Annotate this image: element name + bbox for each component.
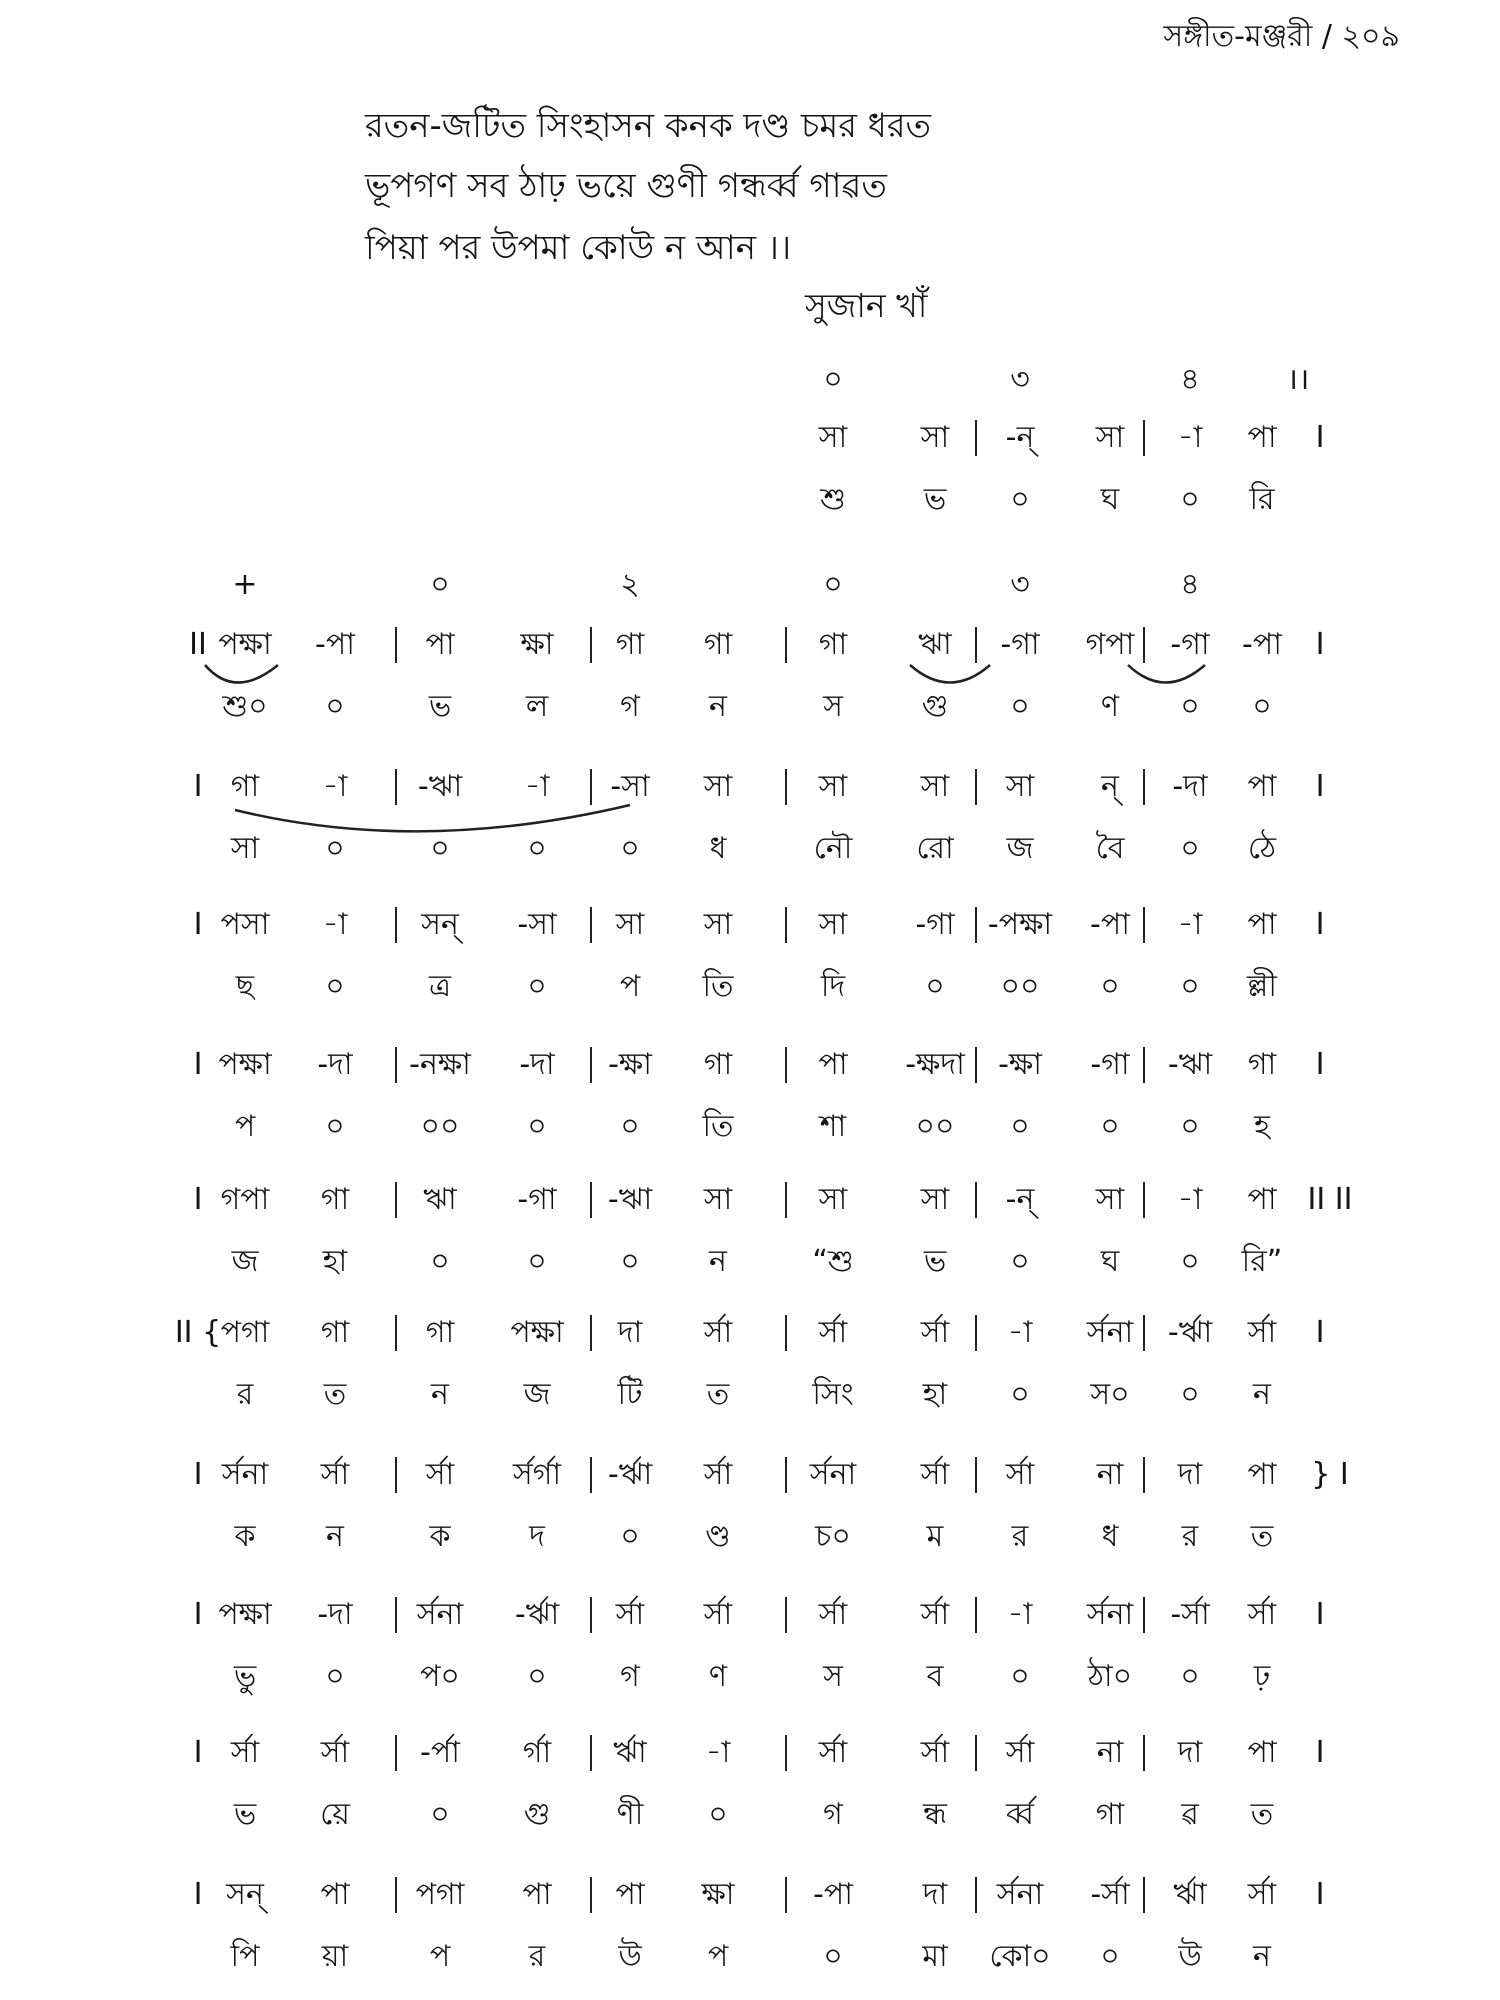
bani-syllable: ত	[323, 1377, 347, 1412]
bani-syllable: ত	[706, 1377, 730, 1412]
swara-note: র্সা	[320, 1735, 350, 1770]
swara-note: দা	[1177, 1457, 1203, 1492]
intro-swara-note: -ন্	[1005, 420, 1035, 455]
swara-note: র্সনা	[416, 1597, 464, 1632]
swara-note: র্সা	[703, 1597, 733, 1632]
bani-syllable: ০	[1180, 1244, 1200, 1279]
swara-note: র্ঋা	[613, 1735, 647, 1770]
bani-syllable: জ	[231, 1244, 259, 1279]
bani-syllable: দি	[820, 969, 846, 1004]
swara-note: সন্	[226, 1877, 264, 1912]
swara-note: দা	[617, 1315, 643, 1350]
bani-syllable: ০	[1100, 1939, 1120, 1974]
bani-syllable: ০	[1010, 1659, 1030, 1694]
swara-note: -র্ঋা	[1167, 1315, 1213, 1350]
lyric-line-1: রতন-জটিত সিংহাসন কনক দণ্ড চমর ধরত	[365, 106, 932, 146]
swara-note: পক্ষা	[218, 1597, 272, 1632]
swara-note: পা	[818, 1047, 848, 1082]
swara-note: -পা	[1090, 907, 1130, 942]
bani-syllable: শু০	[222, 689, 268, 724]
bani-syllable: গ	[620, 1659, 640, 1694]
bani-syllable: প	[234, 1109, 256, 1144]
bani-syllable: স০	[1090, 1377, 1130, 1412]
bani-syllable: ০	[1180, 969, 1200, 1004]
swara-note: র্সা	[818, 1315, 848, 1350]
row-end-marker: I	[1315, 1735, 1325, 1770]
swara-note: -া	[524, 769, 550, 804]
bani-syllable: ০	[1180, 1377, 1200, 1412]
swara-note: -ক্ষা	[998, 1047, 1042, 1082]
intro-bani-syllable: শু	[820, 482, 846, 517]
bani-syllable: শা	[819, 1109, 847, 1144]
swara-note: -গা	[1170, 627, 1210, 662]
bani-syllable: তি	[702, 1109, 734, 1144]
row-end-marker: II II	[1307, 1182, 1353, 1217]
bani-syllable: ণ	[708, 1659, 728, 1694]
intro-bani-syllable: ঘ	[1100, 482, 1120, 517]
swara-note: -সা	[610, 769, 650, 804]
bani-syllable: ত	[1250, 1519, 1274, 1554]
swara-note: র্সা	[920, 1315, 950, 1350]
composer-name: সুজান খাঁ	[805, 286, 928, 325]
bani-syllable: ০	[620, 831, 640, 866]
swara-note: -দা	[519, 1047, 555, 1082]
swara-note: -গা	[915, 907, 955, 942]
bani-syllable: ন	[1253, 1939, 1271, 1974]
bani-syllable: র	[236, 1377, 254, 1412]
bani-syllable: “শু	[812, 1244, 854, 1279]
bani-syllable: ম	[926, 1519, 944, 1554]
row-start-marker: I	[193, 1735, 203, 1770]
bani-syllable: র	[1011, 1519, 1029, 1554]
bani-syllable: হ	[1254, 1109, 1270, 1144]
bani-syllable: ০	[1010, 1377, 1030, 1412]
row-end-marker: I	[1315, 627, 1325, 662]
row-start-marker: I	[193, 1877, 203, 1912]
bani-syllable: জ	[523, 1377, 551, 1412]
bani-syllable: য়া	[321, 1939, 349, 1974]
swara-note: ক্ষা	[520, 627, 554, 662]
bani-syllable: গ	[620, 689, 640, 724]
row-end-marker: I	[1315, 1315, 1325, 1350]
bani-syllable: ণী	[616, 1797, 644, 1832]
tala-beat-mark: ০	[430, 567, 450, 602]
swara-note: -া	[1007, 1597, 1033, 1632]
intro-bani-syllable: ০	[1010, 482, 1030, 517]
swara-note: র্সনা	[1086, 1597, 1134, 1632]
swara-note: -পা	[315, 627, 355, 662]
bani-syllable: ন	[709, 1244, 727, 1279]
bani-syllable: য়ে	[320, 1797, 350, 1832]
bani-syllable: ০	[1252, 689, 1272, 724]
bani-syllable: গা	[1095, 1797, 1125, 1832]
swara-note: -ঋা	[1167, 1047, 1213, 1082]
intro-beat-mark: ৪	[1180, 362, 1200, 397]
bani-syllable: ০	[1180, 1109, 1200, 1144]
tala-beat-mark: ৪	[1180, 567, 1200, 602]
slur-1	[205, 665, 278, 683]
swara-note: র্সনা	[1086, 1315, 1134, 1350]
swara-note: পা	[1247, 1182, 1277, 1217]
bani-syllable: ০	[620, 1109, 640, 1144]
bani-syllable: ০	[325, 969, 345, 1004]
swara-note: পা	[1247, 907, 1277, 942]
bani-syllable: দ	[529, 1519, 545, 1554]
swara-note: সা	[703, 1182, 733, 1217]
swara-note: সা	[920, 1182, 950, 1217]
bani-syllable: নৌ	[813, 831, 853, 866]
swara-note: পগা	[415, 1877, 465, 1912]
swara-note: গপা	[220, 1182, 270, 1217]
swara-note: র্সা	[615, 1597, 645, 1632]
swara-note: -দা	[1172, 769, 1208, 804]
swara-note: পা	[522, 1877, 552, 1912]
bani-syllable: ভ	[923, 1244, 947, 1279]
bani-syllable: চ০	[815, 1519, 851, 1554]
swara-note: গা	[320, 1182, 350, 1217]
bani-syllable: ০	[925, 969, 945, 1004]
swara-note: পক্ষা	[218, 1047, 272, 1082]
bani-syllable: ঠে	[1247, 831, 1277, 866]
bani-syllable: র	[1181, 1519, 1199, 1554]
swara-note: -র্সা	[1170, 1597, 1210, 1632]
bani-syllable: ক	[429, 1519, 451, 1554]
row-end-marker: I	[1315, 1047, 1325, 1082]
swara-note: গা	[425, 1315, 455, 1350]
swara-note: -া	[1007, 1315, 1033, 1350]
bani-syllable: পি	[230, 1939, 260, 1974]
bani-syllable: প	[707, 1939, 729, 1974]
swara-note: র্সা	[425, 1457, 455, 1492]
bani-syllable: মা	[922, 1939, 948, 1974]
bani-syllable: ক	[234, 1519, 256, 1554]
swara-note: র্সা	[703, 1315, 733, 1350]
bani-syllable: সা	[230, 831, 260, 866]
intro-beat-mark: ০	[823, 362, 843, 397]
swara-note: গা	[703, 627, 733, 662]
swara-note: -ক্ষদা	[905, 1047, 965, 1082]
swara-note: গা	[818, 627, 848, 662]
intro-bani-syllable: ভ	[923, 482, 947, 517]
swara-note: -দা	[317, 1047, 353, 1082]
bani-syllable: ঘ	[1100, 1244, 1120, 1279]
intro-swara-note: সা	[1095, 420, 1125, 455]
swara-note: -ক্ষা	[608, 1047, 652, 1082]
slur-3	[1128, 665, 1205, 683]
swara-note: পক্ষা	[510, 1315, 564, 1350]
swara-note: র্সা	[920, 1735, 950, 1770]
bani-syllable: ০	[527, 1109, 547, 1144]
bani-syllable: ০	[325, 831, 345, 866]
bani-syllable: ০	[1180, 831, 1200, 866]
bani-syllable: উ	[1178, 1939, 1202, 1974]
swara-note: ন্	[1101, 769, 1119, 804]
bani-syllable: ০	[1010, 1244, 1030, 1279]
bani-syllable: ব	[926, 1659, 944, 1694]
row-start-marker: I	[193, 1047, 203, 1082]
swara-note: গা	[703, 1047, 733, 1082]
intro-beat-mark: ।।	[1286, 362, 1310, 397]
swara-note: না	[1096, 1457, 1124, 1492]
swara-note: গা	[230, 769, 260, 804]
bani-syllable: গু	[523, 1797, 551, 1832]
bani-syllable: প০	[420, 1659, 460, 1694]
bani-syllable: সিং	[812, 1377, 854, 1412]
bani-syllable: র্ব্ব	[1006, 1797, 1034, 1832]
bani-syllable: স	[823, 689, 843, 724]
swara-note: সন্	[421, 907, 459, 942]
swara-note: র্সা	[1247, 1877, 1277, 1912]
bani-syllable: ণ্ড	[705, 1519, 731, 1554]
swara-note: -নক্ষা	[409, 1047, 471, 1082]
intro-bani-syllable: রি	[1249, 482, 1275, 517]
bani-syllable: ত	[1250, 1797, 1274, 1832]
row-start-marker: I	[193, 1457, 203, 1492]
swara-note: গা	[1247, 1047, 1277, 1082]
bani-syllable: রো	[916, 831, 954, 866]
swara-note: দা	[1177, 1735, 1203, 1770]
swara-note: -গা	[517, 1182, 557, 1217]
swara-note: -গা	[1090, 1047, 1130, 1082]
swara-note: -ঋা	[417, 769, 463, 804]
row-end-marker: I	[1315, 1877, 1325, 1912]
bani-syllable: ন	[431, 1377, 449, 1412]
bani-syllable: ন	[1253, 1377, 1271, 1412]
bani-syllable: প	[429, 1939, 451, 1974]
row-start-marker: I	[193, 769, 203, 804]
row-start-marker: II	[189, 627, 207, 662]
bani-syllable: গ	[823, 1797, 843, 1832]
swara-note: পগা	[220, 1315, 270, 1350]
swara-note: না	[1096, 1735, 1124, 1770]
bani-syllable: ০	[527, 831, 547, 866]
bani-syllable: ০	[527, 1659, 547, 1694]
swara-note: গা	[320, 1315, 350, 1350]
row-start-marker: I	[193, 1597, 203, 1632]
bani-syllable: ছ	[235, 969, 255, 1004]
swara-note: র্সা	[1247, 1597, 1277, 1632]
swara-note: -গা	[1000, 627, 1040, 662]
swara-note: পা	[320, 1877, 350, 1912]
swara-note: -দা	[317, 1597, 353, 1632]
bani-syllable: ০	[1010, 1109, 1030, 1144]
swara-note: র্গা	[522, 1735, 552, 1770]
swara-note: র্সনা	[996, 1877, 1044, 1912]
swara-note: ঋা	[423, 1182, 457, 1217]
swara-note: র্সনা	[221, 1457, 269, 1492]
bani-syllable: ন্ধ	[923, 1797, 947, 1832]
lyric-line-3: পিয়া পর উপমা কোউ ন আন ।।	[365, 228, 792, 268]
bani-syllable: ধ	[709, 831, 727, 866]
swara-note: পক্ষা	[218, 627, 272, 662]
bani-syllable: ০০	[420, 1109, 460, 1144]
bani-syllable: হা	[322, 1244, 348, 1279]
bani-syllable: কো০	[989, 1939, 1051, 1974]
swara-note: -র্ঋা	[514, 1597, 560, 1632]
bani-syllable: ণ	[1100, 689, 1120, 724]
swara-note: পা	[1247, 1735, 1277, 1770]
swara-note: সা	[703, 769, 733, 804]
swara-note: -পক্ষা	[987, 907, 1053, 942]
row-start-marker: II {	[174, 1315, 222, 1350]
swara-note: পা	[425, 627, 455, 662]
swara-note: গা	[615, 627, 645, 662]
swara-note: র্সা	[1247, 1315, 1277, 1350]
bani-syllable: ০	[325, 1109, 345, 1144]
bani-syllable: ত্র	[428, 969, 452, 1004]
row-end-marker: I	[1315, 1597, 1325, 1632]
intro-swara-note: সা	[920, 420, 950, 455]
swara-note: সা	[818, 907, 848, 942]
swara-note: সা	[818, 769, 848, 804]
bani-syllable: ০	[430, 1244, 450, 1279]
bani-syllable: উ	[618, 1939, 642, 1974]
swara-note: সা	[920, 769, 950, 804]
swara-note: পা	[1247, 1457, 1277, 1492]
swara-note: -পা	[1242, 627, 1282, 662]
swara-note: -া	[705, 1735, 731, 1770]
swara-note: সা	[703, 907, 733, 942]
bani-syllable: ০	[430, 1797, 450, 1832]
bani-syllable: ০	[1100, 969, 1120, 1004]
lyric-line-2: ভূপগণ সব ঠাঢ় ভয়ে গুণী গন্ধর্ব্ব গাৱত	[365, 166, 887, 206]
bani-syllable: ল	[525, 689, 549, 724]
bani-syllable: রি”	[1241, 1244, 1283, 1279]
slur-4	[235, 805, 630, 831]
swara-note: র্সা	[818, 1735, 848, 1770]
bani-syllable: ০	[325, 689, 345, 724]
bani-syllable: ০	[620, 1519, 640, 1554]
swara-note: র্সা	[1005, 1735, 1035, 1770]
swara-note: সা	[818, 1182, 848, 1217]
intro-swara-note: সা	[818, 420, 848, 455]
swara-note: -া	[1177, 907, 1203, 942]
bani-syllable: টি	[617, 1377, 643, 1412]
bani-syllable: ০	[527, 969, 547, 1004]
bani-syllable: স	[823, 1659, 843, 1694]
page-header: সঙ্গীত-মঞ্জরী / ২০৯	[1163, 19, 1400, 54]
swara-note: সা	[1095, 1182, 1125, 1217]
bani-syllable: ৱ	[1181, 1797, 1199, 1832]
swara-note: সা	[615, 907, 645, 942]
intro-swara-note: -া	[1177, 420, 1203, 455]
swara-note: ক্ষা	[701, 1877, 735, 1912]
swara-note: র্ঋা	[1173, 1877, 1207, 1912]
row-end-marker: } I	[1311, 1457, 1349, 1492]
bani-syllable: ন	[709, 689, 727, 724]
bani-syllable: ল্লী	[1247, 969, 1277, 1004]
swara-note: -র্সা	[1090, 1877, 1130, 1912]
swara-note: র্সা	[920, 1597, 950, 1632]
slur-2	[910, 665, 990, 683]
swara-note: সা	[1005, 769, 1035, 804]
intro-swara-note: পা	[1247, 420, 1277, 455]
bani-syllable: প	[619, 969, 641, 1004]
bani-syllable: ০	[708, 1797, 728, 1832]
swara-note: র্সা	[818, 1597, 848, 1632]
tala-beat-mark: +	[232, 567, 258, 602]
swara-note: র্সা	[1005, 1457, 1035, 1492]
swara-note: ঋা	[918, 627, 952, 662]
row-start-marker: I	[193, 907, 203, 942]
swara-note: -ন্	[1005, 1182, 1035, 1217]
row-end-marker: I	[1315, 907, 1325, 942]
swara-note: র্সনা	[809, 1457, 857, 1492]
bani-syllable: র	[528, 1939, 546, 1974]
swara-note: পসা	[220, 907, 270, 942]
tala-beat-mark: ২	[620, 567, 640, 602]
bani-syllable: তি	[702, 969, 734, 1004]
swara-note: -পা	[813, 1877, 853, 1912]
bani-syllable: ভু	[233, 1659, 257, 1694]
intro-beat-mark: ৩	[1010, 362, 1030, 397]
bani-syllable: ভ	[233, 1797, 257, 1832]
swara-note: পা	[1247, 769, 1277, 804]
bani-syllable: ০	[527, 1244, 547, 1279]
swara-note: -া	[322, 907, 348, 942]
swara-note: র্সর্গা	[512, 1457, 562, 1492]
bani-syllable: ০	[1180, 1659, 1200, 1694]
bani-syllable: ০	[1010, 689, 1030, 724]
bani-syllable: গু	[921, 689, 949, 724]
swara-note: -সা	[517, 907, 557, 942]
bani-syllable: বৈ	[1095, 831, 1125, 866]
bani-syllable: ঠা০	[1087, 1659, 1133, 1694]
swara-note: পা	[615, 1877, 645, 1912]
bani-syllable: ০	[325, 1659, 345, 1694]
swara-note: র্সা	[320, 1457, 350, 1492]
swara-note: -া	[322, 769, 348, 804]
bani-syllable: হা	[922, 1377, 948, 1412]
bani-syllable: ০০	[1000, 969, 1040, 1004]
swara-note: -র্ঋা	[607, 1457, 653, 1492]
bani-syllable: ০	[823, 1939, 843, 1974]
bani-syllable: ০	[620, 1244, 640, 1279]
bani-syllable: ০০	[915, 1109, 955, 1144]
swara-note: র্সা	[230, 1735, 260, 1770]
swara-note: -া	[1177, 1182, 1203, 1217]
swara-note: দা	[922, 1877, 948, 1912]
bani-syllable: জ	[1006, 831, 1034, 866]
swara-note: -র্পা	[420, 1735, 460, 1770]
swara-note: গপা	[1085, 627, 1135, 662]
bani-syllable: ধ	[1101, 1519, 1119, 1554]
tala-beat-mark: ০	[823, 567, 843, 602]
swara-note: র্সা	[703, 1457, 733, 1492]
swara-note: -ঋা	[607, 1182, 653, 1217]
bani-syllable: ০	[1100, 1109, 1120, 1144]
bani-syllable: ০	[430, 831, 450, 866]
bani-syllable: ঢ়	[1253, 1659, 1271, 1694]
tala-beat-mark: ৩	[1010, 567, 1030, 602]
intro-end-bar: I	[1315, 420, 1325, 455]
bani-syllable: ন	[326, 1519, 344, 1554]
row-start-marker: I	[193, 1182, 203, 1217]
row-end-marker: I	[1315, 769, 1325, 804]
bani-syllable: ০	[1180, 689, 1200, 724]
bani-syllable: ভ	[428, 689, 452, 724]
intro-bani-syllable: ০	[1180, 482, 1200, 517]
swara-note: র্সা	[920, 1457, 950, 1492]
